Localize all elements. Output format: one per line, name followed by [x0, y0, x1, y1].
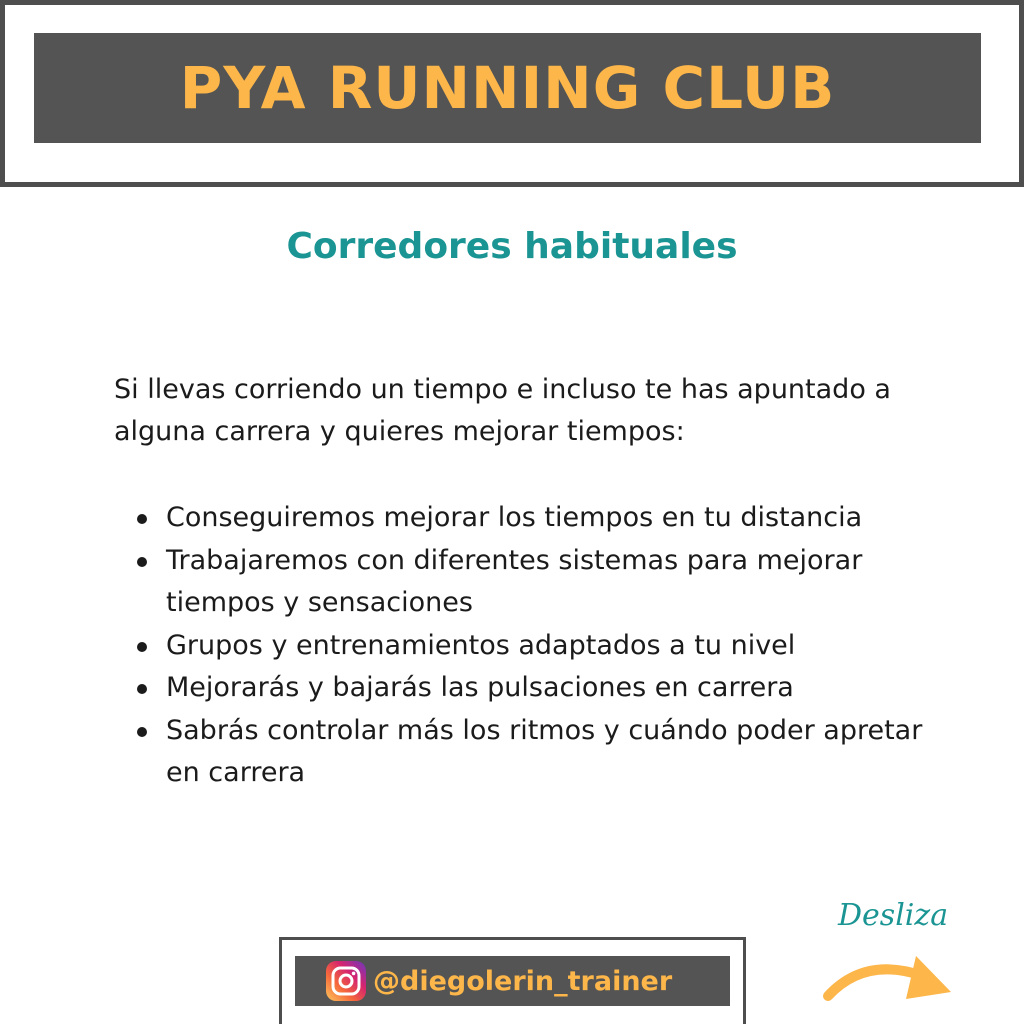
- list-item-text: Trabajaremos con diferentes sistemas para mejorar tiempos y sensaciones: [166, 544, 863, 618]
- bullet-dot-icon: [137, 557, 147, 567]
- list-item: [166, 625, 926, 668]
- bullet-dot-icon: [137, 514, 147, 524]
- bullet-dot-icon: [137, 642, 147, 652]
- bullet-dot-icon: [137, 684, 147, 694]
- benefits-list: [166, 497, 926, 795]
- list-item-text: Grupos y entrenamientos adaptados a tu nivel: [166, 629, 796, 661]
- list-item-text: Mejorarás y bajarás las pulsaciones en carrera: [166, 672, 794, 703]
- curved-arrow-right-icon[interactable]: [820, 952, 955, 1010]
- list-item: [166, 497, 926, 540]
- intro-paragraph: Si llevas corriendo un tiempo e incluso te has apuntado a alguna carrera y quieres mejorar tiempos:: [114, 374, 891, 447]
- club-title: PYA RUNNING CLUB: [179, 54, 836, 122]
- section-title: Corredores habituales: [286, 226, 738, 267]
- header-banner: [34, 33, 981, 143]
- list-item-text: Sabrás controlar más los ritmos y cuándo poder apretar en carrera: [166, 714, 923, 788]
- list-item-text: Conseguiremos mejorar los tiempos en tu distancia: [166, 502, 863, 533]
- list-item: [166, 710, 926, 795]
- swipe-label: Desliza: [838, 898, 949, 933]
- list-item: [166, 540, 926, 625]
- instagram-handle: @diegolerin_trainer: [373, 965, 673, 997]
- instagram-handle-link[interactable]: [295, 956, 730, 1006]
- bullet-dot-icon: [137, 727, 147, 737]
- list-item: [166, 667, 926, 710]
- instagram-icon: [325, 960, 367, 1002]
